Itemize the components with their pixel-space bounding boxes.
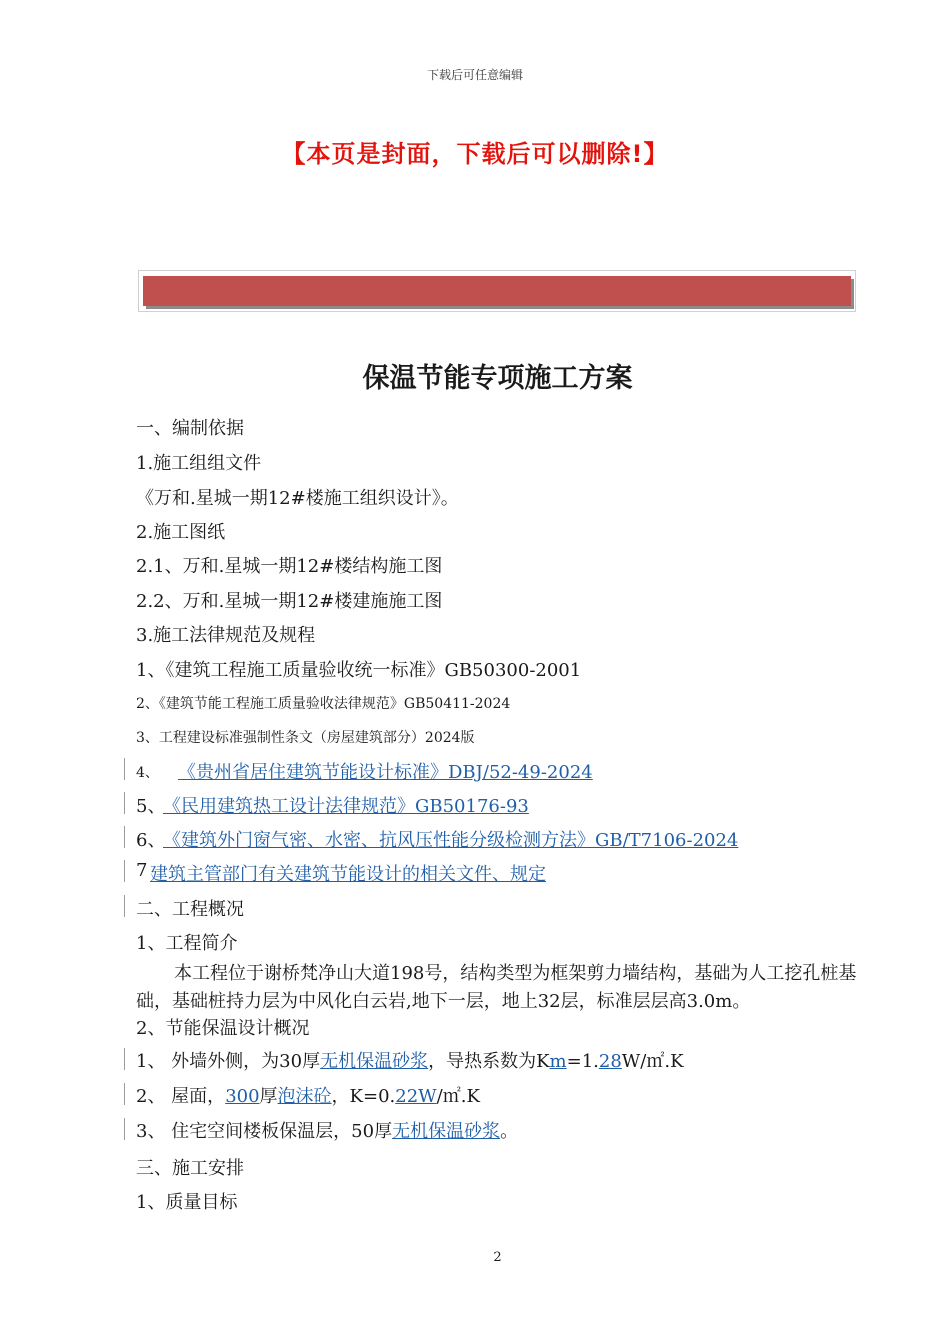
section-2-heading: 二、工程概况 [136,899,244,920]
regulation-4-number: 4、 [136,765,159,781]
design-item-3-text: 。 [500,1121,519,1142]
design-item-1-text: =1. [566,1051,599,1072]
regulation-2: 2、《建筑节能工程施工质量验收法律规范》GB50411-2024 [136,696,511,712]
revision-marker [124,1048,125,1070]
regulation-5-number: 5、 [136,796,166,817]
section-3-heading: 三、施工安排 [136,1158,244,1179]
revision-marker [124,1083,125,1105]
section-1-heading: 一、编制依据 [136,418,244,439]
revision-marker [124,1118,125,1140]
regulation-3: 3、工程建设标准强制性条文（房屋建筑部分）2024版 [136,730,475,746]
title-banner [143,276,851,306]
document-title: 保温节能专项施工方案 [362,363,633,394]
revision-marker [124,826,125,848]
section-1-3: 3.施工法律规范及规程 [136,625,316,646]
regulation-6-number: 6、 [136,830,166,851]
design-item-2-link[interactable]: 22W [395,1086,437,1107]
section-3-1: 1、质量目标 [136,1192,238,1213]
design-item-1-link[interactable]: 无机保温砂浆 [320,1051,429,1072]
design-item-1-text: W/㎡.K [621,1051,684,1072]
page-number: 2 [493,1250,502,1265]
design-item-2-text: /㎡.K [436,1086,480,1107]
section-1-1-item: 《万和.星城一期12#楼施工组织设计》。 [136,488,459,509]
header-note: 下载后可任意编辑 [426,68,523,82]
section-1-2-item-1: 2.1、万和.星城一期12#楼结构施工图 [136,556,443,577]
design-item-1-link[interactable]: m [549,1051,567,1072]
design-item-2-text: ，K=0. [331,1086,396,1107]
section-2-1: 1、工程简介 [136,933,238,954]
design-item-3-text: 3、 住宅空间楼板保温层，50厚 [136,1121,393,1142]
section-1-1: 1.施工组组文件 [136,453,262,474]
design-item-2-link[interactable]: 泡沫砼 [277,1086,332,1107]
regulation-4-link[interactable]: 《贵州省居住建筑节能设计标准》DBJ/52-49-2024 [178,762,593,783]
design-item-2-text: 2、 屋面， [136,1086,226,1107]
revision-marker [124,792,125,814]
section-1-2-item-2: 2.2、万和.星城一期12#楼建施施工图 [136,591,443,612]
cover-note: 【本页是封面，下载后可以删除!】 [281,140,669,168]
revision-marker [124,860,125,882]
project-intro-paragraph: 本工程位于谢桥梵净山大道198号，结构类型为框架剪力墙结构，基础为人工挖孔桩基础，基础桩持力层为中风化白云岩,地下一层，地上32层，标准层层高3.0m。 [136,963,857,1012]
revision-marker [124,895,125,917]
section-1-2: 2.施工图纸 [136,522,226,543]
design-item-3 [136,1117,518,1143]
regulation-5-link[interactable]: 《民用建筑热工设计法律规范》GB50176-93 [163,796,529,817]
design-item-2 [136,1082,480,1108]
design-item-2-text: 厚 [259,1086,278,1107]
regulation-6-link[interactable]: 《建筑外门窗气密、水密、抗风压性能分级检测方法》GB/T7106-2024 [163,830,739,851]
design-item-1-text: 1、 外墙外侧，为30厚 [136,1051,321,1072]
design-item-2-link[interactable]: 300 [225,1086,260,1107]
design-item-1-link[interactable]: 28 [598,1051,622,1072]
regulation-1: 1、《建筑工程施工质量验收统一标准》GB50300-2001 [136,660,582,681]
regulation-7-number: 7 [136,860,148,881]
design-item-3-link[interactable]: 无机保温砂浆 [392,1121,501,1142]
regulation-7-link[interactable]: 建筑主管部门有关建筑节能设计的相关文件、规定 [150,864,546,885]
revision-marker [124,758,125,780]
design-item-1-text: ，导热系数为K [428,1051,550,1072]
design-item-1 [136,1047,684,1073]
section-2-2: 2、节能保温设计概况 [136,1018,310,1039]
